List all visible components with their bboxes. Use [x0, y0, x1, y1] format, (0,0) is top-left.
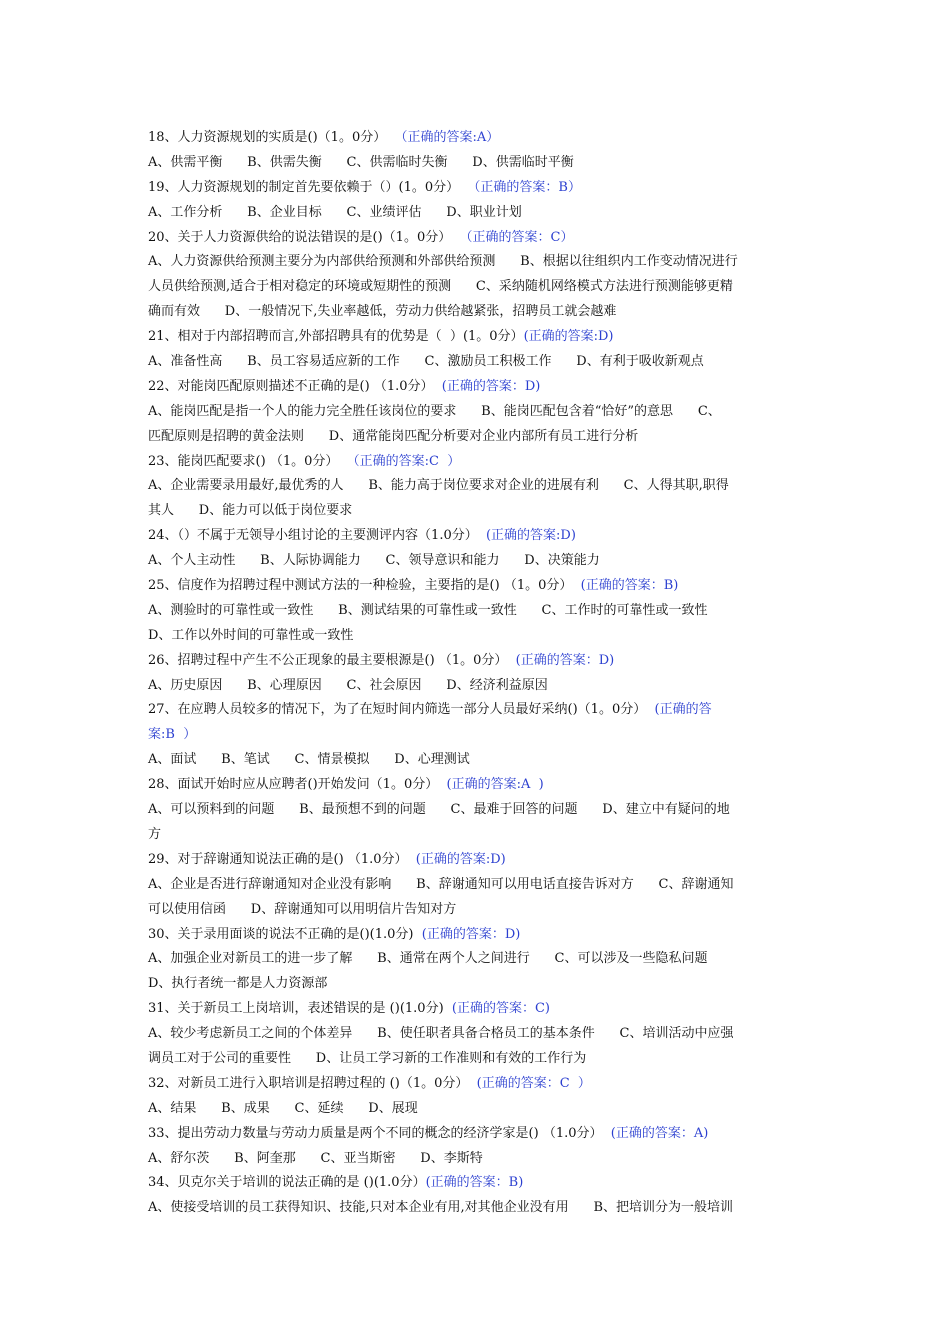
text-line	[148, 649, 808, 674]
question-list	[148, 126, 808, 1221]
text-line	[148, 499, 808, 524]
line-text: 28、面试开始时应从应聘者()开始发问（1。0分）	[148, 777, 447, 793]
answer-text: （正确的答案：C）	[459, 229, 574, 245]
text-line	[148, 1122, 808, 1147]
line-text: A、企业需要录用最好,最优秀的人 B、能力高于岗位要求对企业的进展有利 C、人得其职,职得	[148, 478, 729, 494]
text-line	[148, 549, 808, 574]
line-text: A、测验时的可靠性或一致性 B、测试结果的可靠性或一致性 C、工作时的可靠性或一致性	[148, 602, 708, 618]
text-line	[148, 425, 808, 450]
text-line	[148, 1147, 808, 1172]
line-text: 匹配原则是招聘的黄金法则 D、通常能岗匹配分析要对企业内部所有员工进行分析	[148, 428, 639, 444]
text-line	[148, 226, 808, 251]
answer-text: （正确的答案:A）	[394, 130, 500, 145]
answer-text: (正确的答案：C ）	[476, 1075, 591, 1091]
text-line	[148, 201, 808, 226]
line-text: A、历史原因 B、心理原因 C、社会原因 D、经济利益原因	[148, 677, 548, 693]
line-text: 可以使用信函 D、辞谢通知可以用明信片告知对方	[148, 901, 457, 917]
text-line	[148, 848, 808, 873]
answer-text: （正确的答案：B）	[467, 179, 581, 195]
text-line	[148, 151, 808, 176]
line-text: 22、对能岗匹配原则描述不正确的是() （1.0分）	[148, 378, 442, 394]
text-line	[148, 450, 808, 475]
line-text: 方	[148, 826, 162, 842]
answer-text: (正确的答案：A)	[610, 1125, 709, 1141]
text-line	[148, 1097, 808, 1122]
text-line	[148, 823, 808, 848]
answer-text: (正确的答案：D)	[421, 926, 521, 942]
text-line	[148, 624, 808, 649]
text-line	[148, 524, 808, 549]
text-line	[148, 873, 808, 898]
text-line	[148, 1047, 808, 1072]
line-text: 人员供给预测,适合于相对稳定的环境或短期性的预测 C、采纳随机网络模式方法进行预测能够更精	[148, 279, 733, 295]
line-text: 30、关于录用面谈的说法不正确的是()(1.0分)	[148, 926, 422, 942]
line-text: A、舒尔茨 B、阿奎那 C、亚当斯密 D、李斯特	[148, 1150, 483, 1166]
line-text: 23、能岗匹配要求() （1。0分）	[148, 453, 347, 469]
text-line	[148, 1171, 808, 1196]
line-text: A、供需平衡 B、供需失衡 C、供需临时失衡 D、供需临时平衡	[148, 154, 574, 170]
answer-text: (正确的答案：B)	[425, 1175, 524, 1191]
text-line	[148, 898, 808, 923]
line-text: A、结果 B、成果 C、延续 D、展现	[148, 1100, 418, 1116]
line-text: 18、人力资源规划的实质是()（1。0分）	[148, 130, 395, 145]
answer-text: (正确的答	[654, 702, 712, 718]
answer-text: (正确的答案：D)	[515, 652, 615, 668]
line-text: 34、贝克尔关于培训的说法正确的是 ()(1.0分）	[148, 1175, 426, 1191]
line-text: A、使接受培训的员工获得知识、技能,只对本企业有用,对其他企业没有用 B、把培训分为一般培训	[148, 1200, 734, 1216]
text-line	[148, 325, 808, 350]
text-line	[148, 972, 808, 997]
line-text: 33、提出劳动力数量与劳动力质量是两个不同的概念的经济学家是() （1.0分）	[148, 1125, 611, 1141]
text-line	[148, 250, 808, 275]
text-line	[148, 997, 808, 1022]
line-text: 20、关于人力资源供给的说法错误的是()（1。0分）	[148, 229, 460, 245]
line-text: 27、在应聘人员较多的情况下，为了在短时间内筛选一部分人员最好采纳()（1。0分）	[148, 702, 655, 718]
line-text: 19、人力资源规划的制定首先要依赖于（）(1。0分）	[148, 179, 468, 195]
answer-text: (正确的答案:D)	[523, 329, 614, 345]
text-line	[148, 674, 808, 699]
text-line	[148, 375, 808, 400]
answer-text: （正确的答案:C ）	[346, 453, 461, 469]
line-text: 32、对新员工进行入职培训是招聘过程的 ()（1。0分）	[148, 1075, 477, 1091]
text-line	[148, 947, 808, 972]
line-text: 调员工对于公司的重要性 D、让员工学习新的工作准则和有效的工作行为	[148, 1050, 587, 1066]
answer-text: (正确的答案：D)	[441, 378, 541, 394]
line-text: 21、相对于内部招聘而言,外部招聘具有的优势是（ ）(1。0分）	[148, 329, 524, 345]
text-line	[148, 773, 808, 798]
text-line	[148, 176, 808, 201]
text-line	[148, 1022, 808, 1047]
line-text: 29、对于辞谢通知说法正确的是() （1.0分）	[148, 851, 416, 867]
text-line	[148, 798, 808, 823]
answer-text: (正确的答案：B)	[580, 578, 679, 594]
text-line	[148, 400, 808, 425]
answer-text: (正确的答案:D)	[485, 528, 576, 544]
answer-text: (正确的答案:D)	[415, 851, 506, 867]
text-line	[148, 1196, 808, 1221]
line-text: A、加强企业对新员工的进一步了解 B、通常在两个人之间进行 C、可以涉及一些隐私问题	[148, 951, 708, 967]
text-line	[148, 698, 808, 723]
line-text: A、能岗匹配是指一个人的能力完全胜任该岗位的要求 B、能岗匹配包含着“恰好”的意思 C、	[148, 403, 721, 419]
line-text: A、企业是否进行辞谢通知对企业没有影响 B、辞谢通知可以用电话直接告诉对方 C、辞谢通知	[148, 876, 734, 892]
text-line	[148, 923, 808, 948]
line-text: A、可以预料到的问题 B、最预想不到的问题 C、最难于回答的问题 D、建立中有疑问的地	[148, 802, 730, 818]
line-text: 26、招聘过程中产生不公正现象的最主要根源是() （1。0分）	[148, 652, 516, 668]
line-text: 确而有效 D、一般情况下,失业率越低，劳动力供给越紧张，招聘员工就会越难	[148, 304, 617, 320]
line-text: A、工作分析 B、企业目标 C、业绩评估 D、职业计划	[148, 204, 522, 220]
answer-text: (正确的答案：C)	[451, 1001, 550, 1017]
line-text: D、工作以外时间的可靠性或一致性	[148, 627, 354, 643]
answer-text: 案:B ）	[148, 727, 197, 743]
text-line	[148, 350, 808, 375]
line-text: A、人力资源供给预测主要分为内部供给预测和外部供给预测 B、根据以往组织内工作变动情况进行	[148, 254, 738, 270]
line-text: 25、信度作为招聘过程中测试方法的一种检验，主要指的是() （1。0分）	[148, 578, 581, 594]
text-line	[148, 300, 808, 325]
line-text: 其人 D、能力可以低于岗位要求	[148, 503, 353, 519]
line-text: A、面试 B、笔试 C、情景模拟 D、心理测试	[148, 752, 470, 768]
text-line	[148, 126, 808, 151]
text-line	[148, 474, 808, 499]
line-text: A、较少考虑新员工之间的个体差异 B、使任职者具备合格员工的基本条件 C、培训活动中应强	[148, 1026, 734, 1042]
text-line	[148, 275, 808, 300]
line-text: D、执行者统一都是人力资源部	[148, 976, 328, 992]
text-line	[148, 748, 808, 773]
answer-text: (正确的答案:A )	[446, 777, 544, 793]
text-line	[148, 574, 808, 599]
line-text: 31、关于新员工上岗培训，表述错误的是 ()(1.0分)	[148, 1001, 452, 1017]
text-line	[148, 599, 808, 624]
text-line	[148, 723, 808, 748]
line-text: A、准备性高 B、员工容易适应新的工作 C、激励员工积极工作 D、有利于吸收新观点	[148, 354, 704, 370]
line-text: A、个人主动性 B、人际协调能力 C、领导意识和能力 D、决策能力	[148, 553, 600, 569]
line-text: 24、（）不属于无领导小组讨论的主要测评内容（1.0分）	[148, 528, 486, 544]
text-line	[148, 1072, 808, 1097]
